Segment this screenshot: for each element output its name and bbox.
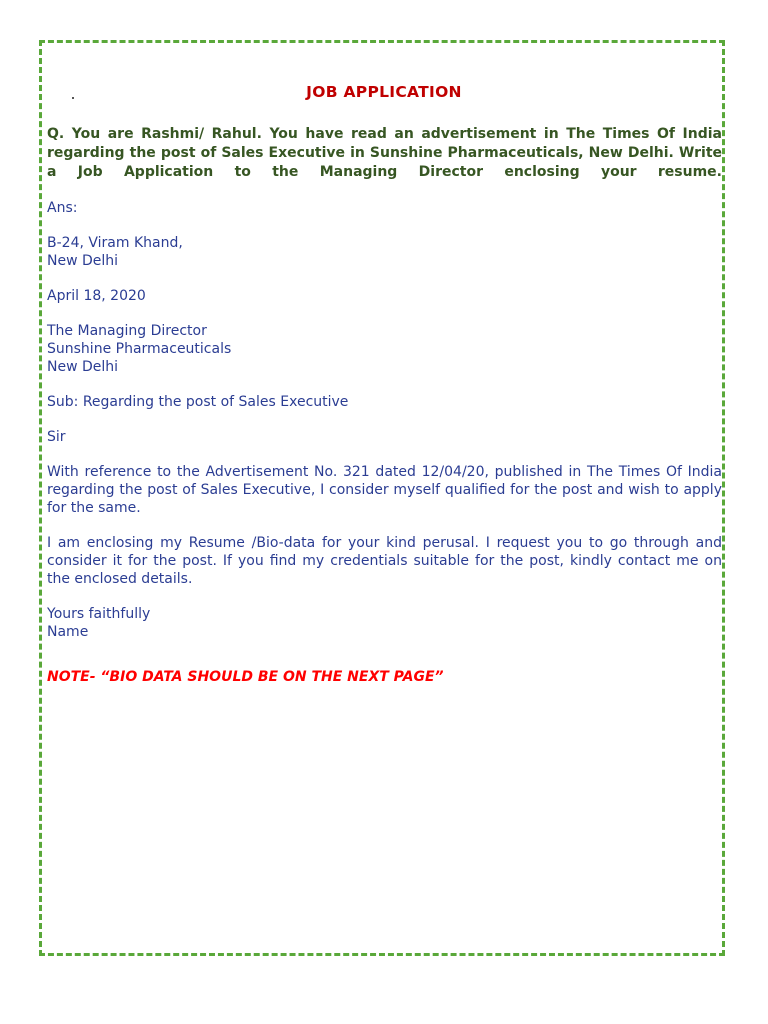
body-paragraph-2: I am enclosing my Resume /Bio-data for your kind perusal. I request you to go through and consider it for the post. If you find my credentials suitable for the post, kindly contact me on the enclosed details. (47, 535, 722, 587)
body-paragraph-1: With reference to the Advertisement No. 321 dated 12/04/20, published in The Times Of India regarding the post of Sales Executive, I consider myself qualified for the post and wish to apply for the same. (47, 464, 722, 516)
document-title: JOB APPLICATION (306, 83, 462, 101)
question-text: Q. You are Rashmi/ Rahul. You have read an advertisement in The Times Of India regarding the post of Sales Executive in Sunshine Pharmaceuticals, New Delhi. Write a Job Application to the Managing Director enclosing your resume. (47, 126, 722, 180)
closing: Yours faithfully (47, 606, 151, 622)
sender-address-line: B-24, Viram Khand, (47, 235, 183, 251)
receiver-address-line: The Managing Director (47, 323, 207, 339)
answer-label: Ans: (47, 200, 78, 216)
sender-address (47, 234, 722, 270)
receiver-address (47, 322, 722, 376)
document-body (47, 125, 722, 686)
receiver-address-line: New Delhi (47, 359, 119, 375)
receiver-address-line: Sunshine Pharmaceuticals (47, 341, 232, 357)
signature: Name (47, 624, 89, 640)
letter-date: April 18, 2020 (47, 288, 146, 304)
subject-line: Sub: Regarding the post of Sales Executive (47, 394, 349, 410)
sender-address-line: New Delhi (47, 253, 119, 269)
salutation: Sir (47, 429, 66, 445)
note-text: NOTE- “BIO DATA SHOULD BE ON THE NEXT PAGE” (47, 669, 444, 685)
